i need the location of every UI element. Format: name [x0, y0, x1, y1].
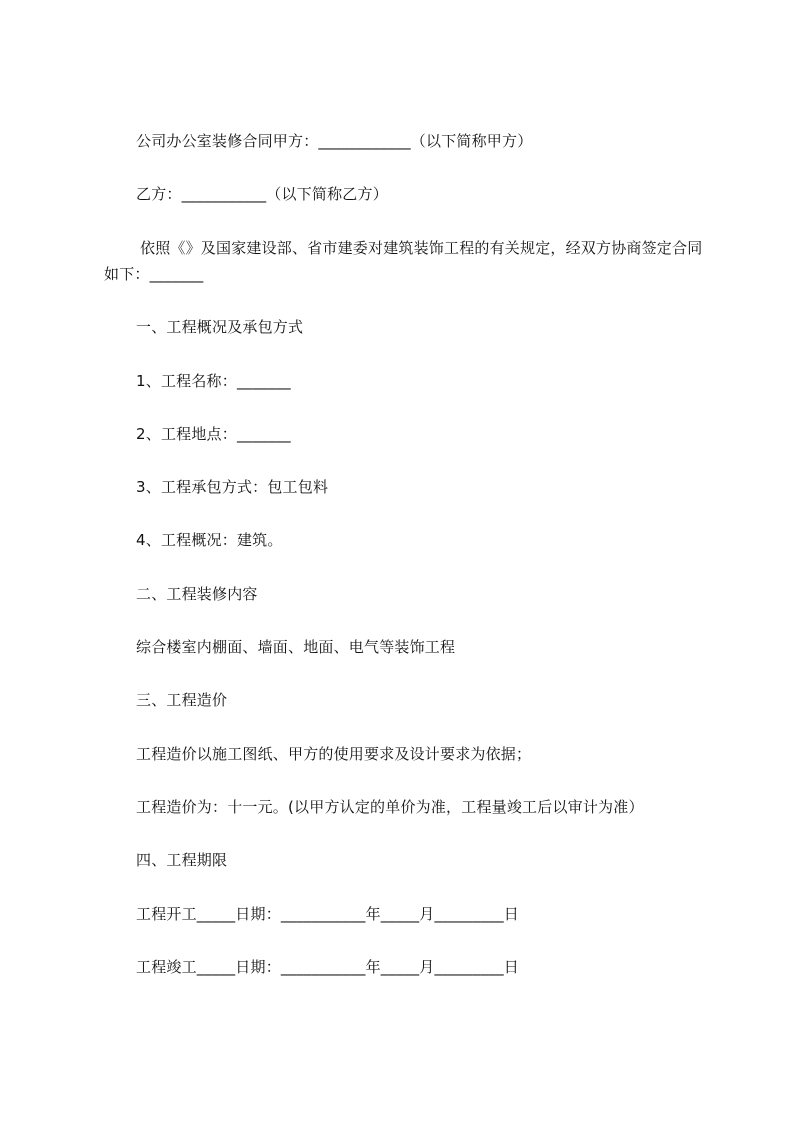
- section-3-heading: 三、工程造价: [136, 691, 228, 709]
- contract-title-party-a: 公司办公室装修合同甲方：____________（以下简称甲方）: [136, 132, 533, 150]
- end-date-line: 工程竣工_____日期：___________年_____月_________日: [136, 958, 520, 976]
- section-3-body-basis: 工程造价以施工图纸、甲方的使用要求及设计要求为依据；: [136, 745, 532, 763]
- intro-paragraph: 依照《》及国家建设部、省市建委对建筑装饰工程的有关规定，经双方协商签定合同如下：_______: [104, 239, 703, 283]
- item-project-name: 1、工程名称：_______: [136, 372, 291, 390]
- section-2-body: 综合楼室内棚面、墙面、地面、电气等装饰工程: [136, 638, 456, 656]
- item-contract-method: 3、工程承包方式：包工包料: [136, 478, 329, 496]
- start-date-line: 工程开工_____日期：___________年_____月_________日: [136, 905, 520, 923]
- section-4-heading: 四、工程期限: [136, 851, 228, 869]
- item-project-location: 2、工程地点：_______: [136, 425, 291, 443]
- item-project-overview: 4、工程概况：建筑。: [136, 531, 283, 549]
- section-3-body-price: 工程造价为：十一元。(以甲方认定的单价为准，工程量竣工后以审计为准）: [136, 798, 644, 816]
- section-2-heading: 二、工程装修内容: [136, 585, 258, 603]
- section-1-heading: 一、工程概况及承包方式: [136, 318, 304, 336]
- party-b-line: 乙方：___________（以下简称乙方）: [136, 185, 388, 203]
